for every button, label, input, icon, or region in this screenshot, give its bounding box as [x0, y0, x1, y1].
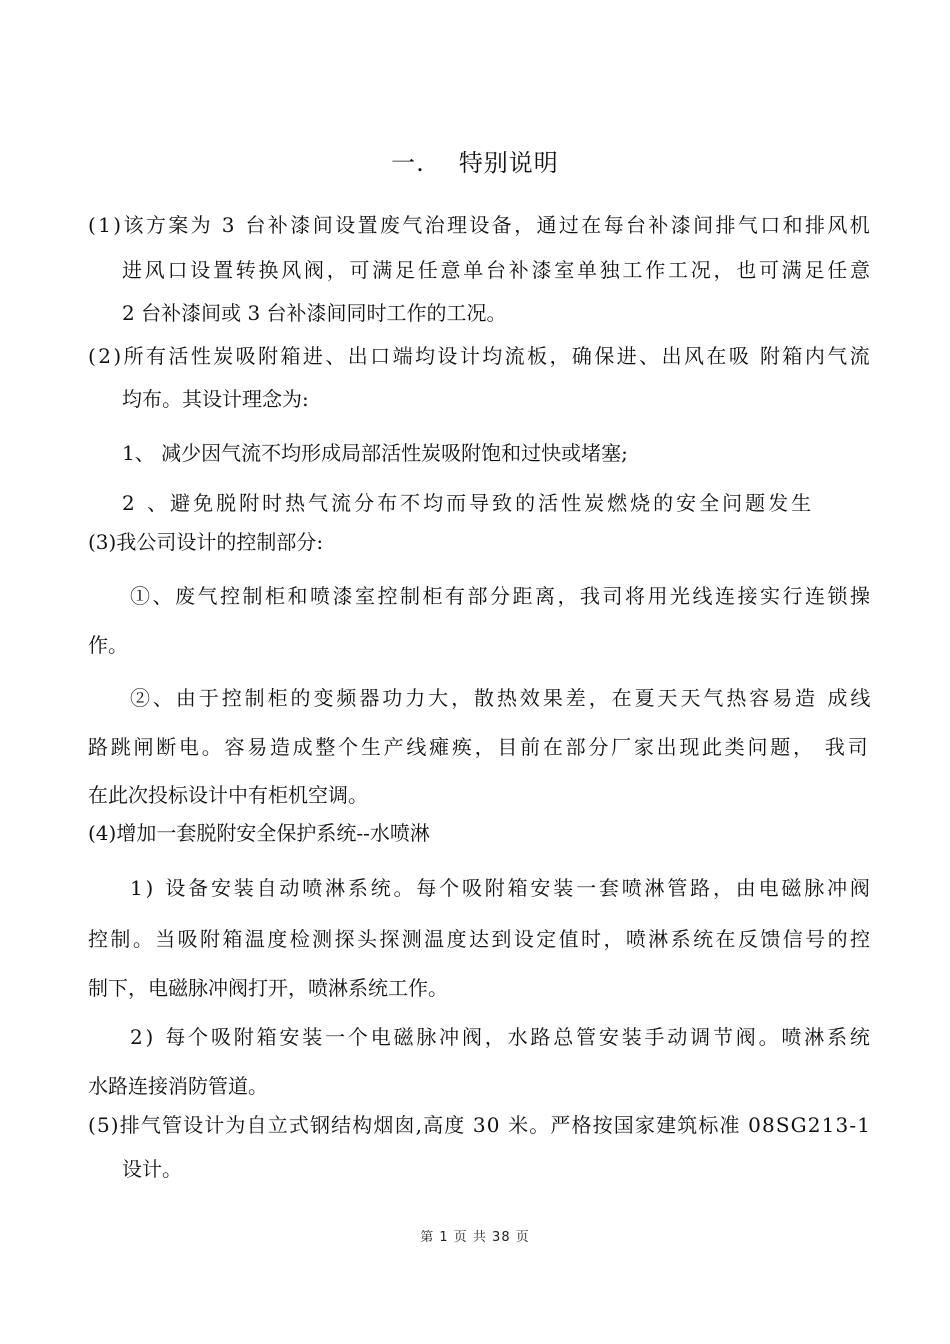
paragraph-line: 在此次投标设计中有柜机空调。	[88, 783, 368, 807]
paragraph-line: 2 台补漆间或 3 台补漆间同时工作的工况。	[122, 301, 507, 325]
paragraph-line: 路跳闸断电。容易造成整个生产线瘫痪，目前在部分厂家出现此类问题， 我司	[88, 735, 871, 759]
paragraph-line: 2) 每个吸附箱安装一个电磁脉冲阀，水路总管安装手动调节阀。喷淋系统	[130, 1025, 873, 1049]
paragraph-line: (2)所有活性炭吸附箱进、出口端均设计均流板，确保进、出风在吸 附箱内气流	[88, 344, 873, 368]
paragraph-line: ②、由于控制柜的变频器功力大，散热效果差，在夏天天气热容易造 成线	[130, 686, 874, 710]
paragraph-line: 均布。其设计理念为:	[122, 387, 309, 411]
paragraph-line: 2 、避免脱附时热气流分布不均而导致的活性炭燃烧的安全问题发生	[122, 491, 815, 515]
paragraph-line: 设计。	[122, 1157, 182, 1181]
paragraph-line: 1、 减少因气流不均形成局部活性炭吸附饱和过快或堵塞;	[122, 441, 628, 465]
paragraph-line: (1)该方案为 3 台补漆间设置废气治理设备，通过在每台补漆间排气口和排风机	[88, 213, 873, 237]
paragraph-line: 进风口设置转换风阀，可满足任意单台补漆室单独工作工况，也可满足任意	[122, 258, 873, 282]
paragraph-line: (5)排气管设计为自立式钢结构烟囱,高度 30 米。严格按国家建筑标准 08SG213-1	[88, 1113, 872, 1137]
section-number: 一.	[391, 149, 425, 177]
paragraph-line: 水路连接消防管道。	[88, 1074, 268, 1098]
section-title	[0, 143, 950, 178]
paragraph-line: ①、废气控制柜和喷漆室控制柜有部分距离，我司将用光线连接实行连锁操	[130, 584, 873, 608]
paragraph-line: 作。	[88, 633, 128, 657]
paragraph-line: 控制。当吸附箱温度检测探头探测温度达到设定值时，喷淋系统在反馈信号的控	[88, 927, 873, 951]
paragraph-line: 制下，电磁脉冲阀打开，喷淋系统工作。	[88, 976, 448, 1000]
paragraph-line: (4)增加一套脱附安全保护系统--水喷淋	[88, 821, 430, 845]
paragraph-line: (3)我公司设计的控制部分:	[88, 530, 324, 554]
paragraph-line: 1) 设备安装自动喷淋系统。每个吸附箱安装一套喷淋管路，由电磁脉冲阀	[130, 876, 873, 900]
section-heading: 特别说明	[458, 149, 559, 177]
page-footer: 第 1 页 共 38 页	[420, 1230, 530, 1245]
